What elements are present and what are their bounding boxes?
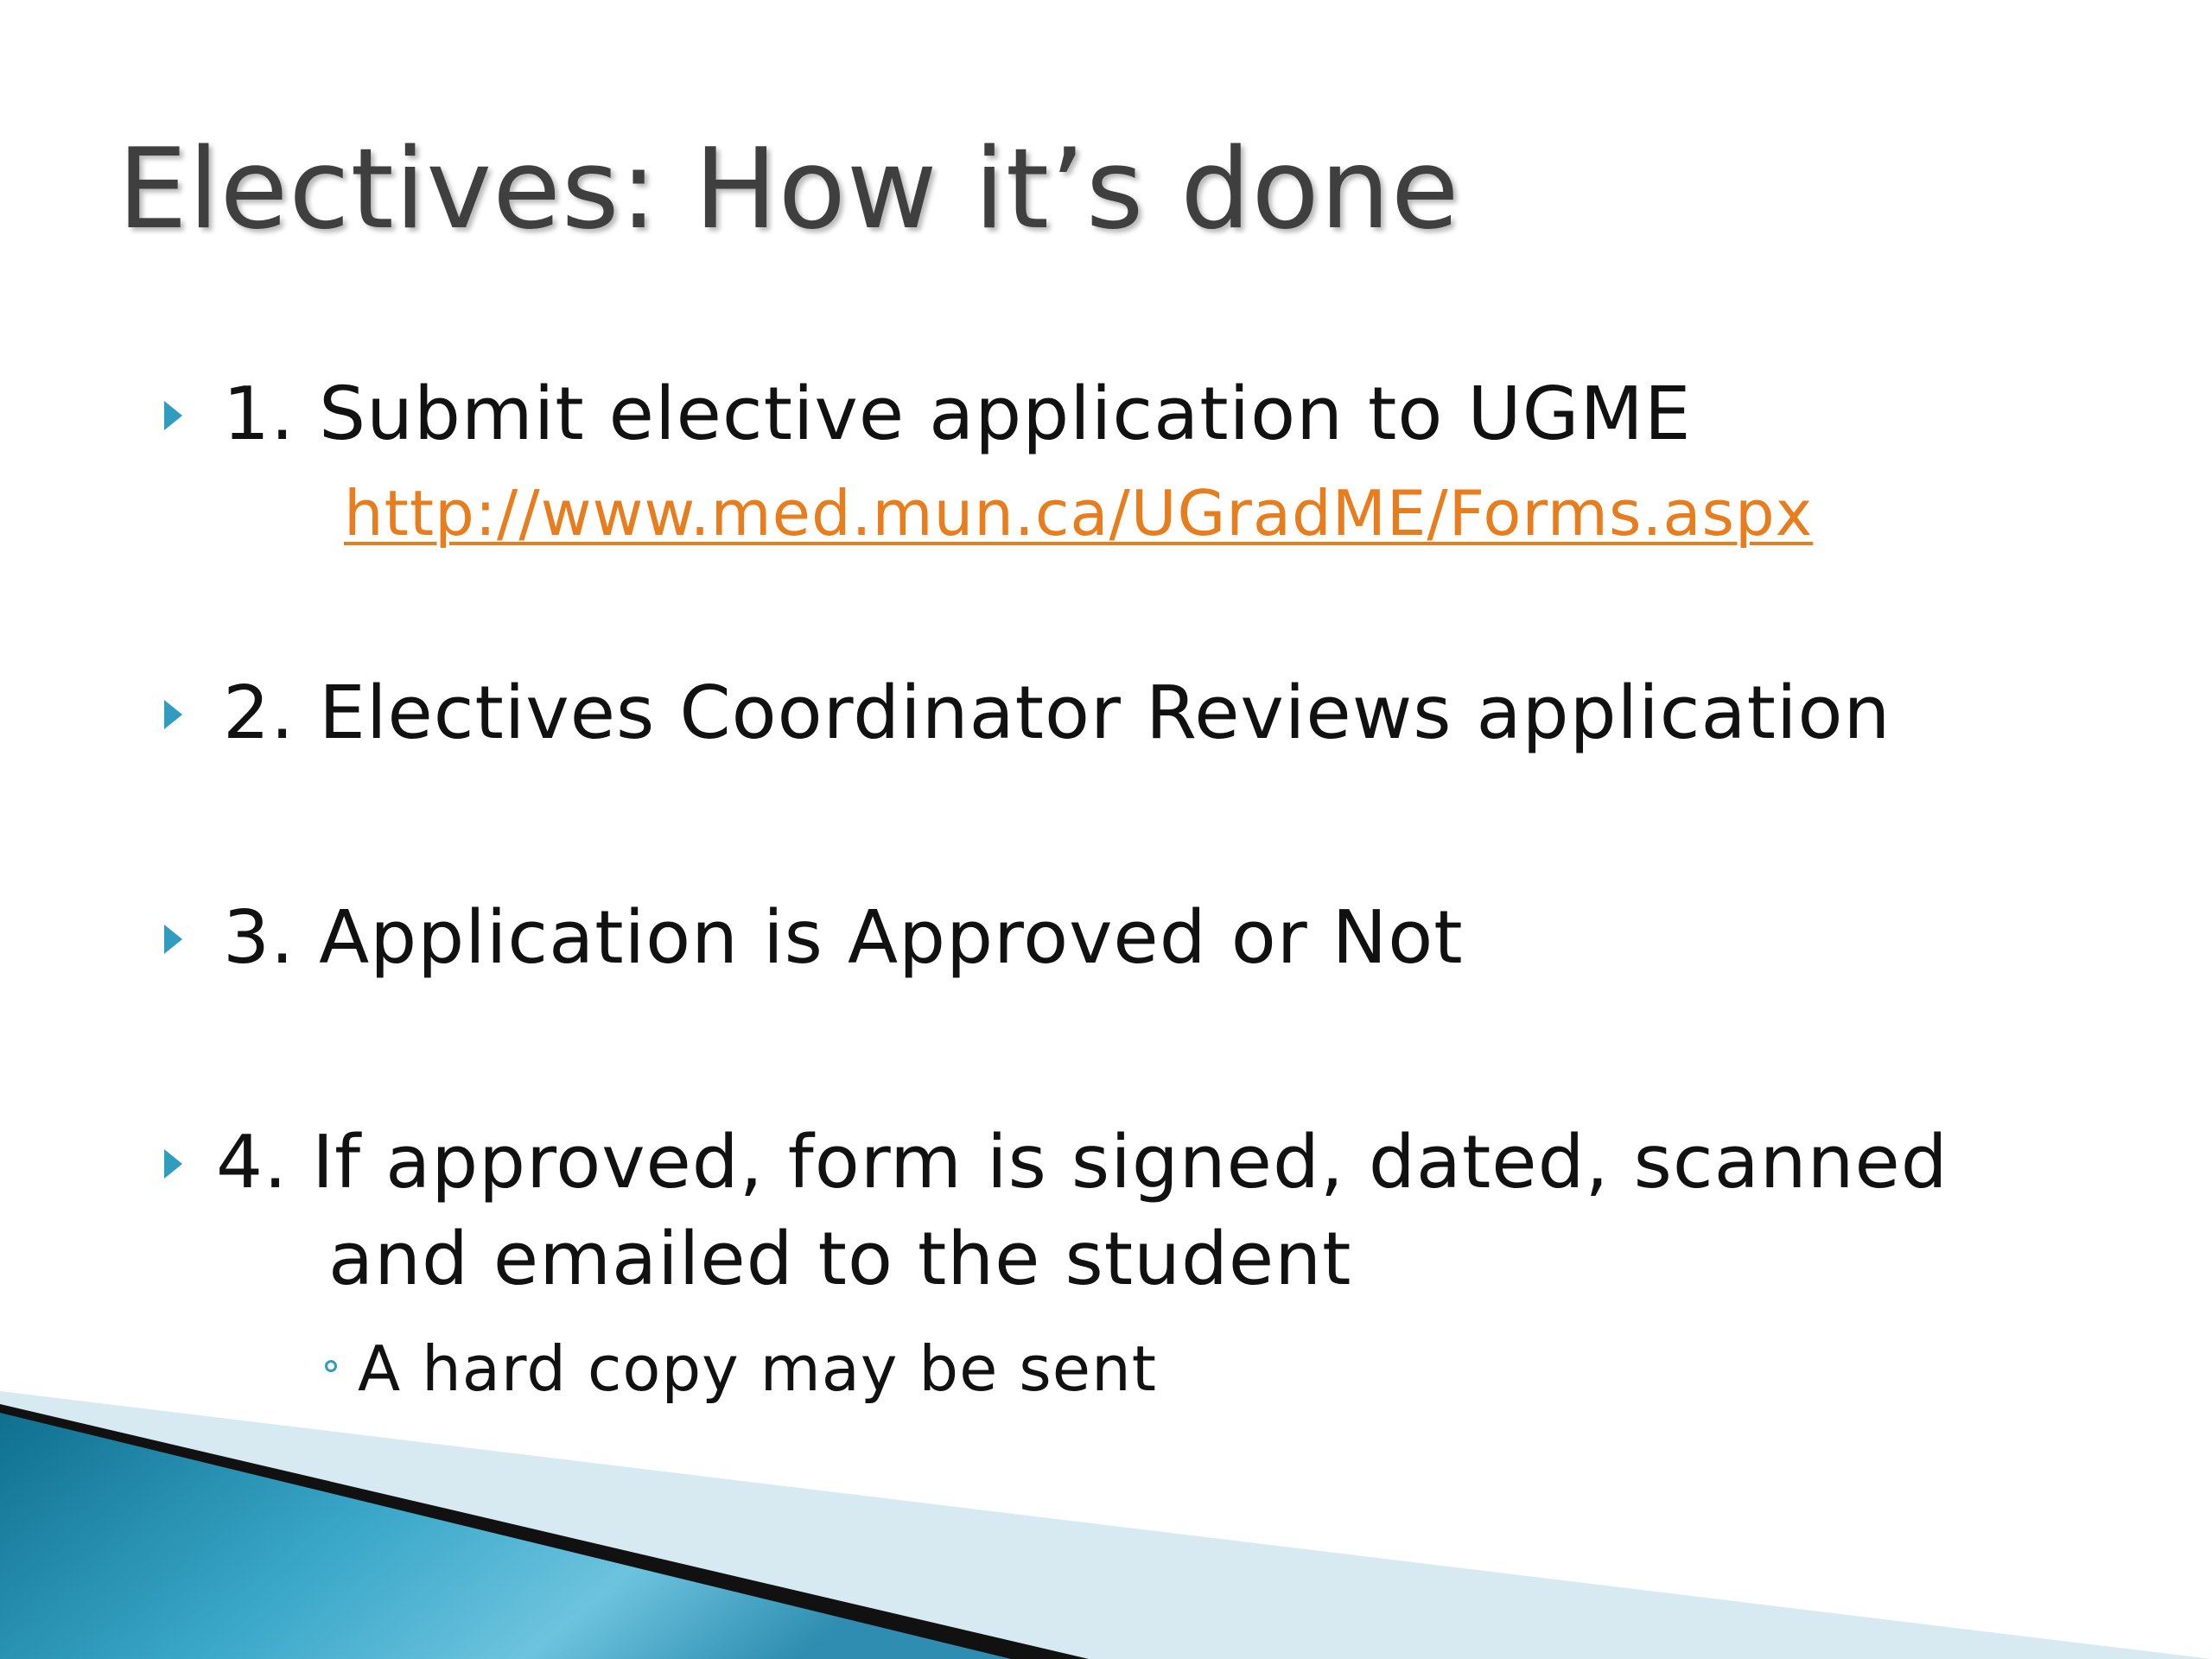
slide-title: Electives: How it’s done [118,125,1460,254]
triangle-right-icon [164,1149,182,1179]
triangle-right-icon [164,925,182,954]
triangle-right-icon [164,700,182,729]
bullet-continuation: and emailed to the student [328,1217,1352,1302]
ring-bullet-icon [325,1360,337,1372]
sub-bullet-text: A hard copy may be sent [358,1332,1157,1405]
bullet-text: 2. Electives Coordinator Reviews application [223,671,1891,756]
sub-bullet-item [358,1325,1157,1412]
bullet-text: 3. Application is Approved or Not [223,895,1464,981]
bullet-text: 4. If approved, form is signed, dated, scanned [216,1120,1948,1205]
triangle-right-icon [164,401,182,430]
bullet-text: 1. Submit elective application to UGME [223,372,1692,457]
forms-link[interactable]: http://www.med.mun.ca/UGradME/Forms.aspx [344,477,1814,550]
